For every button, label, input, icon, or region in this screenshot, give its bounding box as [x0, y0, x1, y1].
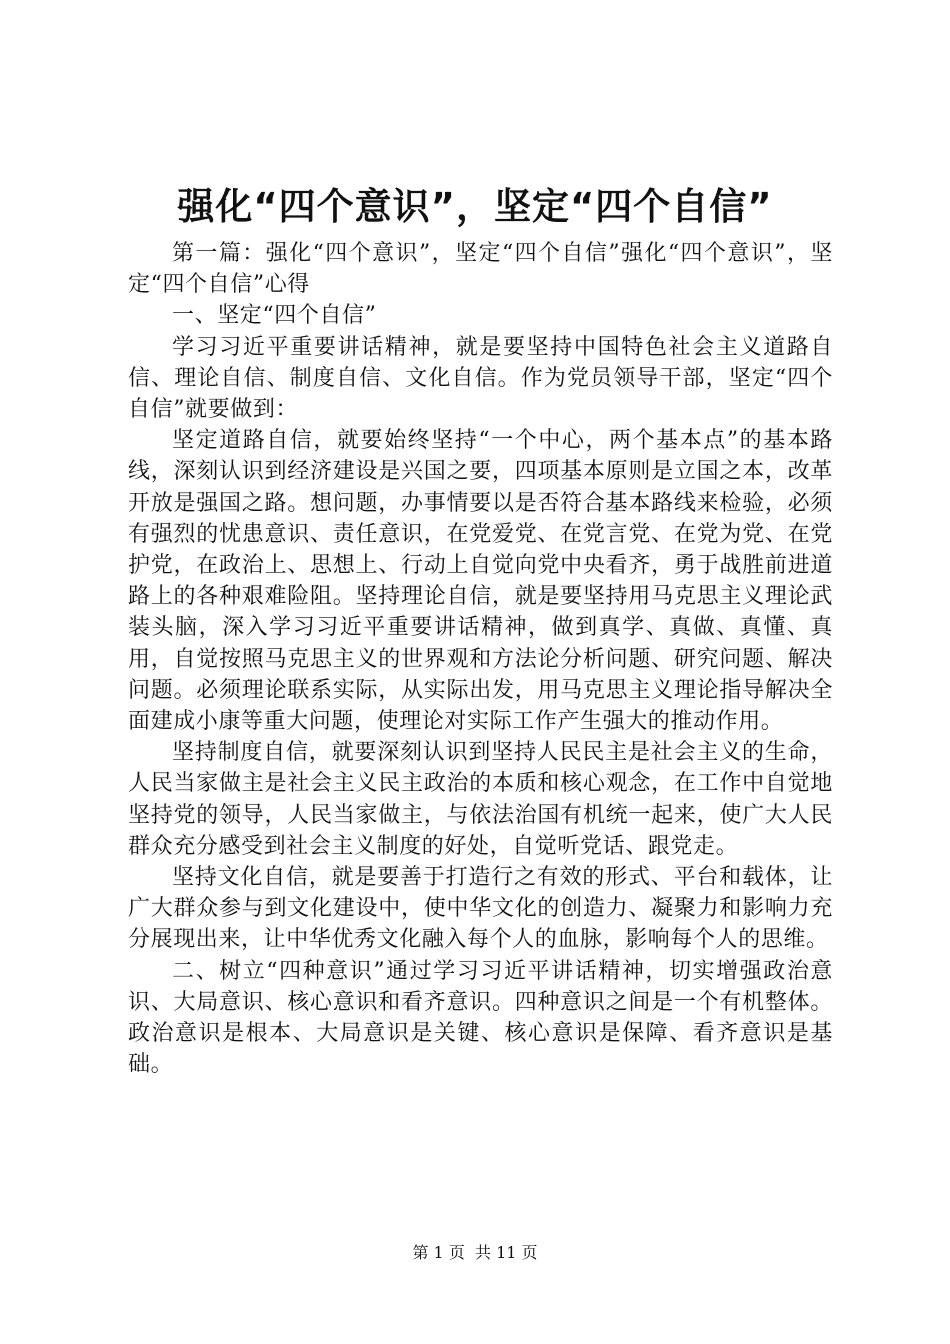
paragraph-intro: 第一篇：强化“四个意识”，坚定“四个自信”强化“四个意识”，坚定“四个自信”心得 — [128, 241, 833, 298]
paragraph-system-confidence: 坚持制度自信，就要深刻认识到坚持人民民主是社会主义的生命，人民当家做主是社会主义民主政治的本质和核心观念，在工作中自觉地坚持党的领导，人民当家做主，与依法治国有机统一起来，使广大人民群众充分感受到社会主义制度的好处，自觉听党话、跟党走。 — [128, 740, 833, 859]
paragraph-culture-confidence: 坚持文化自信，就是要善于打造行之有效的形式、平台和载体，让广大群众参与到文化建设中，使中华文化的创造力、凝聚力和影响力充分展现出来，让中华优秀文化融入每个人的血脉，影响每个人的思维。 — [128, 865, 833, 953]
paragraph-study-speech: 学习习近平重要讲话精神，就是要坚持中国特色社会主义道路自信、理论自信、制度自信、文化自信。作为党员领导干部，坚定“四个自信”就要做到： — [128, 334, 833, 423]
page-footer — [0, 1242, 950, 1264]
document-title: 强化“四个意识”，坚定“四个自信” — [177, 185, 773, 228]
document-body — [128, 238, 833, 1080]
page-number-label: 第 1 页 共 11 页 — [412, 1243, 538, 1262]
paragraph-four-consciousness: 二、树立“四种意识”通过学习习近平讲话精神，切实增强政治意识、大局意识、核心意识和看齐意识。四种意识之间是一个有机整体。政治意识是根本、大局意识是关键、核心意识是保障、看齐意识是基础。 — [128, 958, 833, 1078]
section-heading-four-confidences: 一、坚定“四个自信” — [172, 303, 377, 329]
paragraph-road-theory-confidence: 坚定道路自信，就要始终坚持“一个中心，两个基本点”的基本路线，深刻认识到经济建设是兴国之要，四项基本原则是立国之本，改革开放是强国之路。想问题，办事情要以是否符合基本路线来检验，必须有强烈的忧患意识、责任意识，在党爱党、在党言党、在党为党、在党护党，在政治上、思想上、行动上自觉向党中央看齐，勇于战胜前进道路上的各种艰难险阻。坚持理论自信，就是要坚持用马克思主义理论武装头脑，深入学习习近平重要讲话精神，做到真学、真做、真懂、真用，自觉按照马克思主义的世界观和方法论分析问题、研究问题、解决问题。必须理论联系实际，从实际出发，用马克思主义理论指导解决全面建成小康等重大问题，使理论对实际工作产生强大的推动作用。 — [128, 428, 833, 735]
